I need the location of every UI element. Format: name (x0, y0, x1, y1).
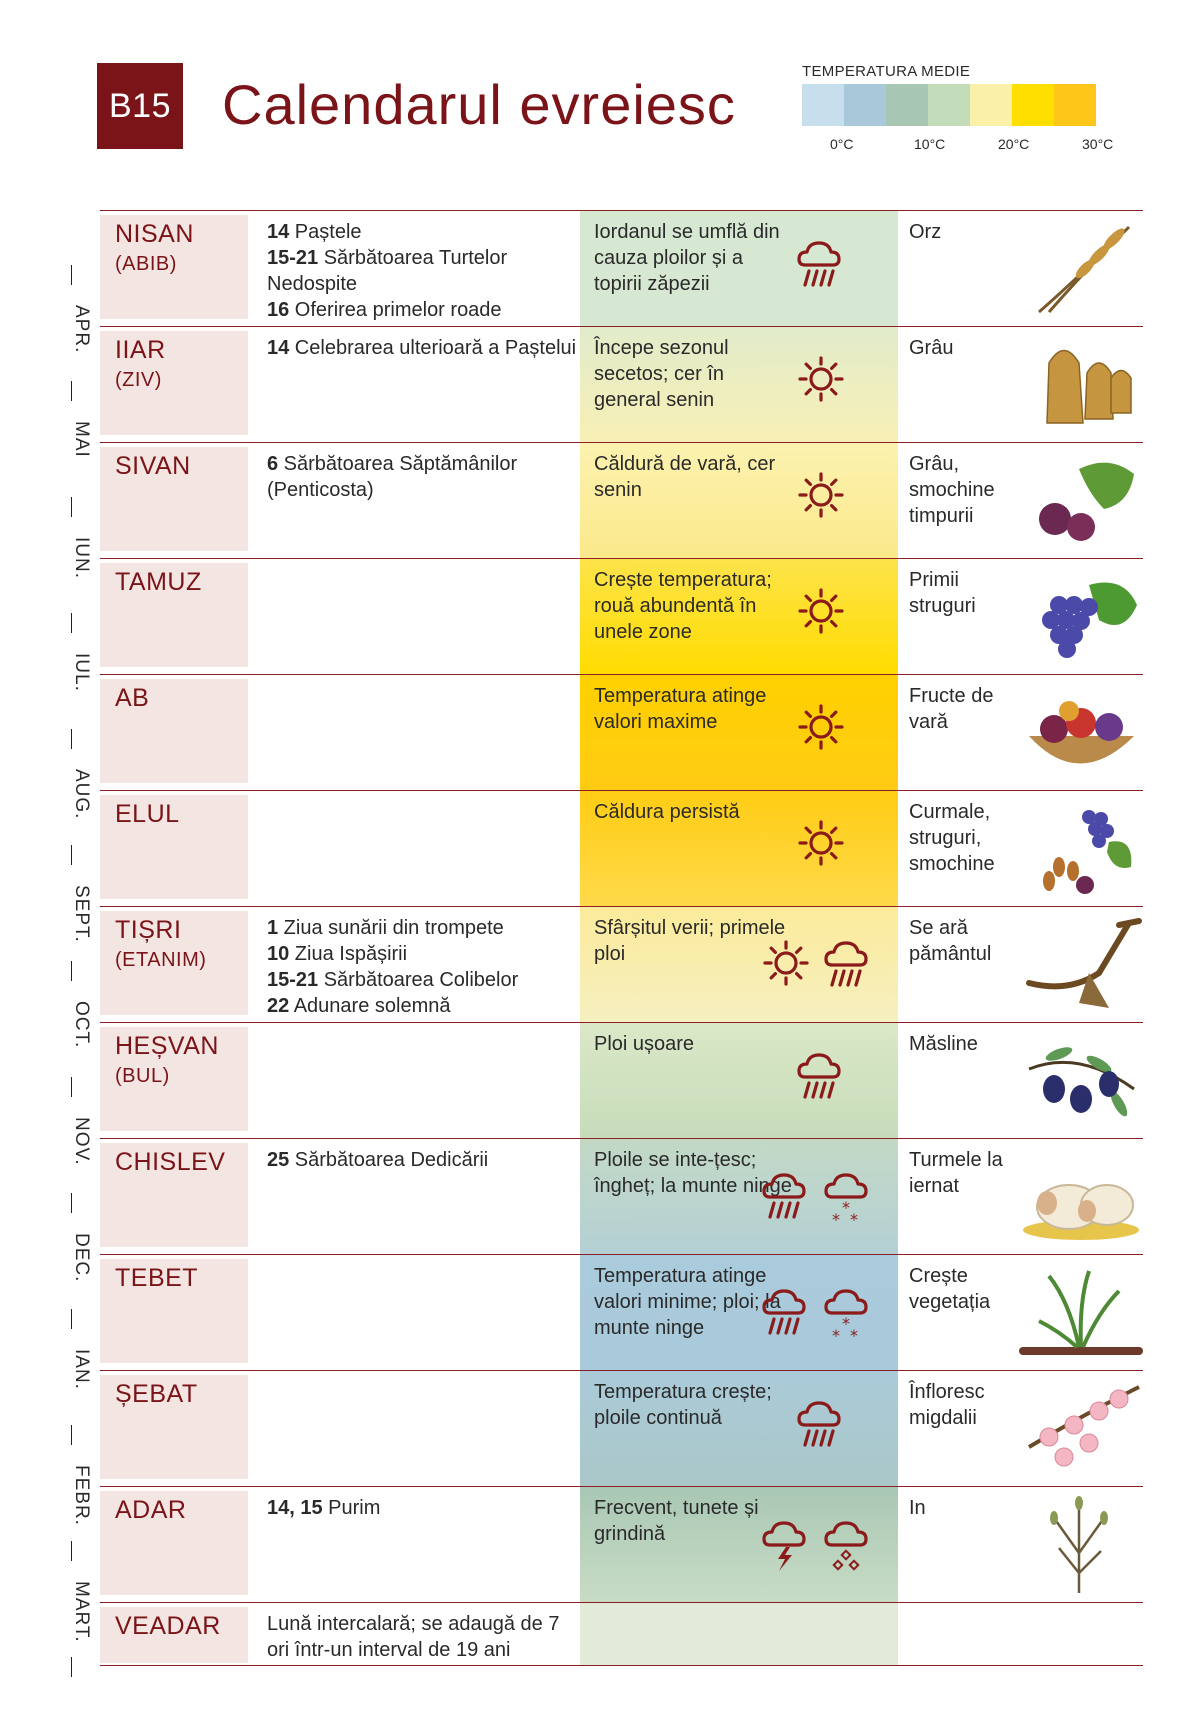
weather-cell (580, 1603, 898, 1665)
month-row (100, 326, 1143, 442)
festivals-cell (267, 915, 577, 1019)
month-row (100, 1254, 1143, 1370)
hebrew-month-name: TIȘRI (115, 916, 182, 944)
weather-description: Ploi ușoare (594, 1033, 695, 1055)
weather-description: Crește temperatura; rouă abundentă în unele zone (594, 569, 772, 643)
sun-icon (795, 469, 847, 526)
festival-item (267, 1147, 577, 1173)
festival-name: Sărbătoarea Colibelor (318, 969, 519, 991)
dates-grapes-icon (1019, 797, 1143, 901)
hebrew-month-name: HEȘVAN (115, 1032, 219, 1060)
sun-icon (760, 937, 812, 994)
festival-name: Sărbătoarea Dedicării (289, 1149, 489, 1171)
axis-month-label: MAI (71, 421, 92, 458)
month-row (100, 1370, 1143, 1486)
legend-swatch (970, 84, 1012, 126)
legend-title: TEMPERATURA MEDIE (802, 63, 971, 80)
rain-cloud-icon (760, 1285, 808, 1342)
weather-description: Iordanul se umflă din cauza ploilor și a topirii zăpezii (594, 221, 780, 295)
hebrew-month-name: AB (115, 684, 150, 712)
axis-month-label: OCT. (71, 1001, 92, 1049)
month-row (100, 442, 1143, 558)
olive-icon (1019, 1029, 1143, 1133)
festivals-cell (267, 335, 577, 361)
festival-item (267, 335, 577, 361)
sun-icon (795, 585, 847, 642)
festivals-cell (267, 1147, 577, 1173)
crop-label: Măsline (909, 1033, 978, 1055)
hebrew-month-name: ELUL (115, 800, 180, 828)
plough-icon (1019, 913, 1143, 1017)
festival-name: Paștele (289, 221, 362, 243)
hebrew-month-cell (100, 1375, 248, 1479)
axis-tick (71, 1309, 72, 1329)
legend-swatch (1012, 84, 1054, 126)
axis-tick (71, 1425, 72, 1445)
festival-day: 14, 15 (267, 1497, 323, 1519)
almond-blossom-icon (1019, 1377, 1143, 1481)
hebrew-month-name: IIAR (115, 336, 166, 364)
axis-tick (71, 1541, 72, 1561)
calendar-table (100, 210, 1143, 1666)
crop-label: Primii struguri (909, 569, 976, 617)
hebrew-month-cell (100, 795, 248, 899)
weather-cell (580, 559, 898, 674)
svg-text:*: * (842, 1198, 850, 1217)
svg-text:*: * (850, 1210, 858, 1225)
temperature-legend-ticks (802, 136, 1142, 156)
crop-label: Grâu (909, 337, 954, 359)
grapes-icon (1019, 565, 1143, 669)
legend-tick-label: 20°C (998, 136, 1030, 152)
festival-name: Sărbătoarea Săptămânilor (Penticosta) (267, 453, 518, 501)
crop-label: Curmale, struguri, smochine (909, 801, 995, 875)
crop-label: Fructe de vară (909, 685, 994, 733)
hebrew-month-cell (100, 1607, 248, 1663)
festival-item (267, 219, 577, 245)
festival-item (267, 993, 577, 1019)
festival-day: 1 (267, 917, 279, 939)
rain-cloud-icon (760, 1169, 808, 1226)
hebrew-month-cell (100, 331, 248, 435)
festival-day: 25 (267, 1149, 290, 1171)
month-row (100, 1022, 1143, 1138)
festival-day: 14 (267, 221, 290, 243)
festival-name: Ziua Ispășirii (289, 943, 408, 965)
legend-swatch (1054, 84, 1096, 126)
weather-description: Căldura persistă (594, 801, 740, 823)
weather-description: Începe sezonul secetos; cer în general senin (594, 337, 729, 411)
crop-label: Turmele la iernat (909, 1149, 1003, 1197)
festivals-cell (267, 1495, 577, 1521)
sun-icon (795, 353, 847, 410)
axis-tick (71, 381, 72, 401)
axis-tick (71, 961, 72, 981)
month-row (100, 790, 1143, 906)
weather-cell (580, 327, 898, 442)
hebrew-month-cell (100, 1027, 248, 1131)
festival-item (267, 297, 577, 323)
temperature-legend-bar (802, 84, 1096, 126)
festival-name: Adunare solemnă (289, 995, 451, 1017)
axis-tick (71, 613, 72, 633)
rain-cloud-icon (795, 1049, 843, 1106)
barley-icon (1019, 217, 1143, 321)
festival-item (267, 941, 577, 967)
festival-name: Ziua sunării din trompete (278, 917, 504, 939)
axis-month-label: APR. (71, 305, 92, 354)
festival-name: Celebrarea ulterioară a Paștelui (289, 337, 577, 359)
festivals-cell (267, 1611, 577, 1663)
rain-cloud-icon (795, 1397, 843, 1454)
hebrew-month-cell (100, 679, 248, 783)
festival-day: 6 (267, 453, 279, 475)
crop-label: Orz (909, 221, 942, 243)
axis-tick (71, 1077, 72, 1097)
axis-month-label: AUG. (71, 769, 92, 820)
snow-cloud-icon (822, 1285, 870, 1346)
weather-description: Căldură de vară, cer senin (594, 453, 776, 501)
festival-item (267, 1495, 577, 1521)
weather-cell (580, 1023, 898, 1138)
thunder-cloud-icon (760, 1517, 808, 1578)
fruit-basket-icon (1019, 681, 1143, 785)
axis-month-label: FEBR. (71, 1465, 92, 1526)
svg-text:*: * (850, 1326, 858, 1341)
month-row (100, 558, 1143, 674)
festivals-cell (267, 219, 577, 323)
legend-tick-label: 10°C (914, 136, 946, 152)
festival-day: 14 (267, 337, 290, 359)
hebrew-month-name: VEADAR (115, 1612, 221, 1640)
axis-tick (71, 497, 72, 517)
festival-name: Sărbătoarea Turtelor Nedospite (267, 247, 508, 295)
fig-icon (1019, 449, 1143, 553)
festival-day: 10 (267, 943, 290, 965)
festival-name: Purim (322, 1497, 381, 1519)
legend-tick-label: 30°C (1082, 136, 1114, 152)
hebrew-month-name: ȘEBAT (115, 1380, 198, 1408)
hebrew-month-alt-name: (ABIB) (115, 253, 177, 275)
axis-tick (71, 729, 72, 749)
hebrew-month-name: ADAR (115, 1496, 187, 1524)
hebrew-month-cell (100, 447, 248, 551)
svg-text:*: * (842, 1314, 850, 1333)
festival-day: 16 (267, 299, 290, 321)
weather-description: Temperatura crește; ploile continuă (594, 1381, 772, 1429)
month-row (100, 674, 1143, 790)
hail-cloud-icon (822, 1517, 870, 1578)
weather-cell (580, 1487, 898, 1602)
hebrew-month-name: CHISLEV (115, 1148, 226, 1176)
hebrew-month-name: NISAN (115, 220, 194, 248)
sheep-icon (1019, 1145, 1143, 1249)
hebrew-month-cell (100, 1143, 248, 1247)
axis-tick (71, 1193, 72, 1213)
hebrew-month-cell (100, 1491, 248, 1595)
legend-tick-label: 0°C (830, 136, 854, 152)
hebrew-month-cell (100, 1259, 248, 1363)
crop-label: In (909, 1497, 926, 1519)
festival-day: 22 (267, 995, 290, 1017)
crop-label: Înfloresc migdalii (909, 1381, 985, 1429)
snow-cloud-icon (822, 1169, 870, 1230)
hebrew-month-name: SIVAN (115, 452, 191, 480)
axis-month-label: SEPT. (71, 885, 92, 943)
month-row (100, 1602, 1143, 1666)
rain-cloud-icon (822, 937, 870, 994)
sun-icon (795, 701, 847, 758)
axis-tick (71, 265, 72, 285)
wheat-sheaf-icon (1019, 333, 1143, 437)
axis-month-label: IAN. (71, 1349, 92, 1390)
legend-swatch (886, 84, 928, 126)
hebrew-month-alt-name: (ETANIM) (115, 949, 207, 971)
crop-label: Grâu, smochine timpurii (909, 453, 995, 527)
weather-cell (580, 791, 898, 906)
gregorian-month-axis (62, 210, 92, 1670)
legend-swatch (928, 84, 970, 126)
axis-month-label: DEC. (71, 1233, 92, 1283)
crop-label: Crește vegetația (909, 1265, 991, 1313)
crop-label: Se ară pământul (909, 917, 992, 965)
weather-cell (580, 1255, 898, 1370)
hebrew-month-cell (100, 563, 248, 667)
axis-month-label: IUL. (71, 653, 92, 692)
hebrew-month-alt-name: (BUL) (115, 1065, 170, 1087)
hebrew-month-cell (100, 215, 248, 319)
axis-month-label: NOV. (71, 1117, 92, 1166)
legend-swatch (802, 84, 844, 126)
festival-name: Oferirea primelor roade (289, 299, 502, 321)
hebrew-month-name: TAMUZ (115, 568, 202, 596)
month-row (100, 1486, 1143, 1602)
axis-month-label: IUN. (71, 537, 92, 579)
rain-cloud-icon (795, 237, 843, 294)
flax-icon (1019, 1493, 1143, 1597)
month-row (100, 210, 1143, 326)
weather-cell (580, 443, 898, 558)
plant-icon (1019, 1261, 1143, 1365)
axis-month-label: MART. (71, 1581, 92, 1643)
weather-description: Sfârșitul verii; primele ploi (594, 917, 786, 965)
sun-icon (795, 817, 847, 874)
hebrew-month-alt-name: (ZIV) (115, 369, 162, 391)
axis-tick (71, 845, 72, 865)
festival-item (267, 451, 577, 503)
weather-description: Frecvent, tunete și grindină (594, 1497, 759, 1545)
svg-text:*: * (832, 1210, 840, 1225)
section-badge: B15 (97, 63, 183, 149)
svg-text:*: * (832, 1326, 840, 1341)
festival-day: 15-21 (267, 247, 319, 269)
weather-description: Temperatura atinge valori maxime (594, 685, 767, 733)
festival-item (267, 967, 577, 993)
weather-cell (580, 907, 898, 1022)
month-row (100, 1138, 1143, 1254)
weather-cell (580, 1371, 898, 1486)
festival-day: 15-21 (267, 969, 319, 991)
weather-description: Ploile se inte-țesc; îngheț; la munte ninge (594, 1149, 792, 1197)
weather-cell (580, 211, 898, 326)
festival-item (267, 1611, 577, 1663)
festival-item (267, 245, 577, 297)
festival-name: Lună intercalară; se adaugă de 7 ori într-un interval de 19 ani (267, 1613, 560, 1661)
festival-item (267, 915, 577, 941)
weather-cell (580, 1139, 898, 1254)
legend-swatch (844, 84, 886, 126)
festivals-cell (267, 451, 577, 503)
page-title: Calendarul evreiesc (222, 73, 736, 136)
weather-description: Temperatura atinge valori minime; ploi; la munte ninge (594, 1265, 781, 1339)
weather-cell (580, 675, 898, 790)
month-row (100, 906, 1143, 1022)
axis-tick (71, 1657, 72, 1677)
hebrew-month-name: TEBET (115, 1264, 199, 1292)
hebrew-month-cell (100, 911, 248, 1015)
